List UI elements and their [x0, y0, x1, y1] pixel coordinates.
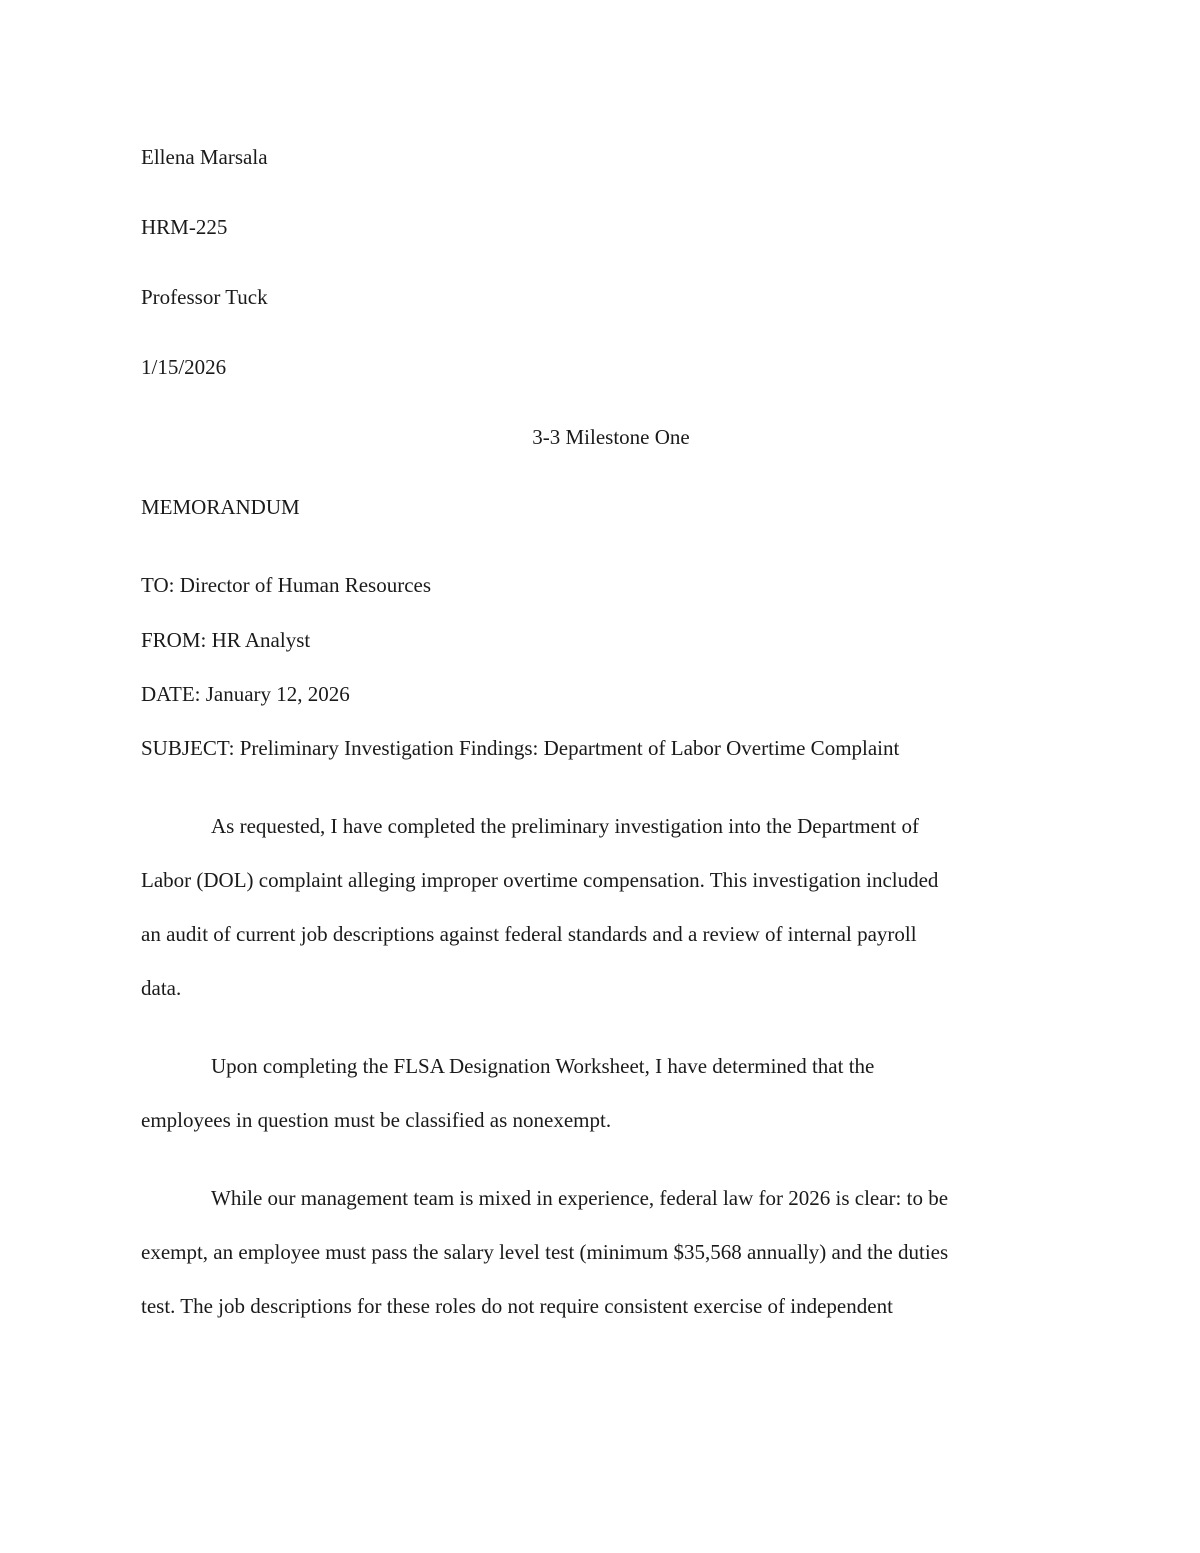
paragraph-line: test. The job descriptions for these roles do not require consistent exercise of independent — [141, 1294, 893, 1318]
professor-name: Professor Tuck — [141, 285, 268, 309]
header-date: 1/15/2026 — [141, 355, 227, 379]
memo-heading: MEMORANDUM — [141, 495, 300, 519]
paragraph-line: an audit of current job descriptions against federal standards and a review of internal payroll — [141, 922, 917, 946]
memo-from: FROM: HR Analyst — [141, 628, 311, 652]
course-code: HRM-225 — [141, 215, 228, 239]
paragraph-line: exempt, an employee must pass the salary level test (minimum $35,568 annually) and the duties — [141, 1240, 949, 1264]
paragraph-line: Upon completing the FLSA Designation Worksheet, I have determined that the — [211, 1054, 875, 1078]
memo-subject: SUBJECT: Preliminary Investigation Findings: Department of Labor Overtime Complaint — [141, 736, 900, 760]
memo-to: TO: Director of Human Resources — [141, 573, 432, 597]
paragraph-line: While our management team is mixed in experience, federal law for 2026 is clear: to be — [211, 1186, 949, 1210]
paragraph-line: Labor (DOL) complaint alleging improper overtime compensation. This investigation included — [141, 868, 939, 892]
paragraph-line: data. — [141, 976, 182, 1000]
paragraph-line: As requested, I have completed the preliminary investigation into the Department of — [211, 814, 919, 838]
student-name: Ellena Marsala — [141, 145, 268, 169]
paragraph-line: employees in question must be classified as nonexempt. — [141, 1108, 612, 1132]
document-title: 3-3 Milestone One — [532, 425, 690, 449]
memo-date: DATE: January 12, 2026 — [141, 682, 350, 706]
